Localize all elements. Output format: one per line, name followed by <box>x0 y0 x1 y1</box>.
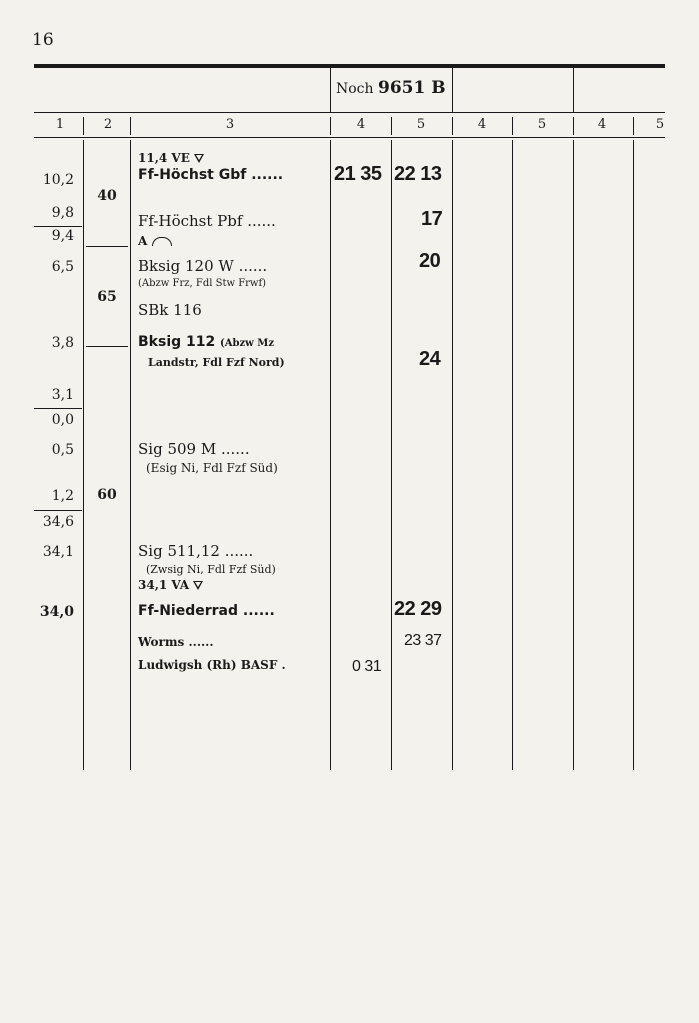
train-number: 9651 B <box>378 78 446 98</box>
km-rule <box>34 226 82 227</box>
km-value: 0,5 <box>51 442 74 458</box>
time-col4: 0 31 <box>352 658 382 675</box>
km-value: 0,0 <box>51 412 74 428</box>
colnum-sep <box>452 117 453 135</box>
time-col5: 20 <box>419 250 441 272</box>
arc-icon <box>152 237 172 246</box>
station-name: SBk 116 <box>138 301 202 319</box>
body-vline <box>633 140 634 770</box>
station-name: Ludwigsh (Rh) BASF . <box>138 658 286 672</box>
time-col5: 22 13 <box>394 163 442 185</box>
header-vline <box>330 68 331 112</box>
colnum-sep <box>573 117 574 135</box>
body-vline <box>573 140 574 770</box>
column-header: 4 <box>597 117 607 132</box>
time-col5: 24 <box>419 348 441 370</box>
km-rule <box>34 510 82 511</box>
speed-value: 60 <box>97 487 117 503</box>
colnum-sep <box>512 117 513 135</box>
time-col5: 22 29 <box>394 598 442 620</box>
column-header: 4 <box>356 117 366 132</box>
triangle-down-icon <box>194 154 204 163</box>
column-header: 5 <box>537 117 547 132</box>
km-rule <box>34 408 82 409</box>
station-note: Landstr, Fdl Fzf Nord) <box>148 356 285 369</box>
body-vline <box>330 140 331 770</box>
body-vline <box>391 140 392 770</box>
column-header: 2 <box>103 117 113 132</box>
time-col5: 23 37 <box>404 632 442 649</box>
column-header: 3 <box>225 117 235 132</box>
speed-rule <box>86 246 128 247</box>
station-name: Bksig 120 W ...... <box>138 257 268 275</box>
station-note: (Abzw Frz, Fdl Stw Frwf) <box>138 278 267 289</box>
column-header: 5 <box>655 117 665 132</box>
station-name: Ff-Niederrad ...... <box>138 603 275 619</box>
column-header: 5 <box>416 117 426 132</box>
km-value: 9,8 <box>51 205 74 221</box>
location-marker: 34,1 VA <box>138 578 203 592</box>
column-header: 4 <box>477 117 487 132</box>
station-name: Bksig 112 (Abzw Mz <box>138 334 275 350</box>
body-vline <box>83 140 84 770</box>
header-rule <box>34 112 665 113</box>
station-note: (Esig Ni, Fdl Fzf Süd) <box>146 461 278 475</box>
body-vline <box>130 140 131 770</box>
station-note: (Zwsig Ni, Fdl Fzf Süd) <box>146 563 276 576</box>
header-vline <box>573 68 574 112</box>
location-marker: 11,4 VE <box>138 151 204 165</box>
colnum-sep <box>633 117 634 135</box>
speed-value: 40 <box>97 188 117 204</box>
km-value: 34,0 <box>39 604 74 620</box>
time-col5: 17 <box>421 208 443 230</box>
station-name: Worms ...... <box>138 635 214 649</box>
signal-marker: A <box>138 234 172 248</box>
time-col4: 21 35 <box>334 163 382 185</box>
station-name: Sig 511,12 ...... <box>138 542 254 560</box>
km-value: 10,2 <box>42 172 74 188</box>
km-value: 9,4 <box>51 228 74 244</box>
body-vline <box>512 140 513 770</box>
triangle-down-icon <box>193 581 203 590</box>
km-value: 34,6 <box>42 514 74 530</box>
km-value: 6,5 <box>51 259 74 275</box>
colnum-sep <box>391 117 392 135</box>
speed-rule <box>86 346 128 347</box>
km-value: 3,1 <box>51 387 74 403</box>
colnum-sep <box>83 117 84 135</box>
colnum-rule <box>34 137 665 138</box>
station-name: Ff-Höchst Gbf ...... <box>138 167 284 183</box>
body-vline <box>452 140 453 770</box>
page-number: 16 <box>32 30 54 50</box>
km-value: 1,2 <box>51 488 74 504</box>
top-rule <box>34 64 665 68</box>
train-header <box>336 78 446 98</box>
station-name: Ff-Höchst Pbf ...... <box>138 212 276 230</box>
colnum-sep <box>330 117 331 135</box>
speed-value: 65 <box>97 289 117 305</box>
station-name: Sig 509 M ...... <box>138 440 250 458</box>
km-value: 34,1 <box>42 544 74 560</box>
km-value: 3,8 <box>51 335 74 351</box>
column-header: 1 <box>55 117 65 132</box>
header-vline <box>452 68 453 112</box>
colnum-sep <box>130 117 131 135</box>
train-prefix: Noch <box>336 81 374 97</box>
